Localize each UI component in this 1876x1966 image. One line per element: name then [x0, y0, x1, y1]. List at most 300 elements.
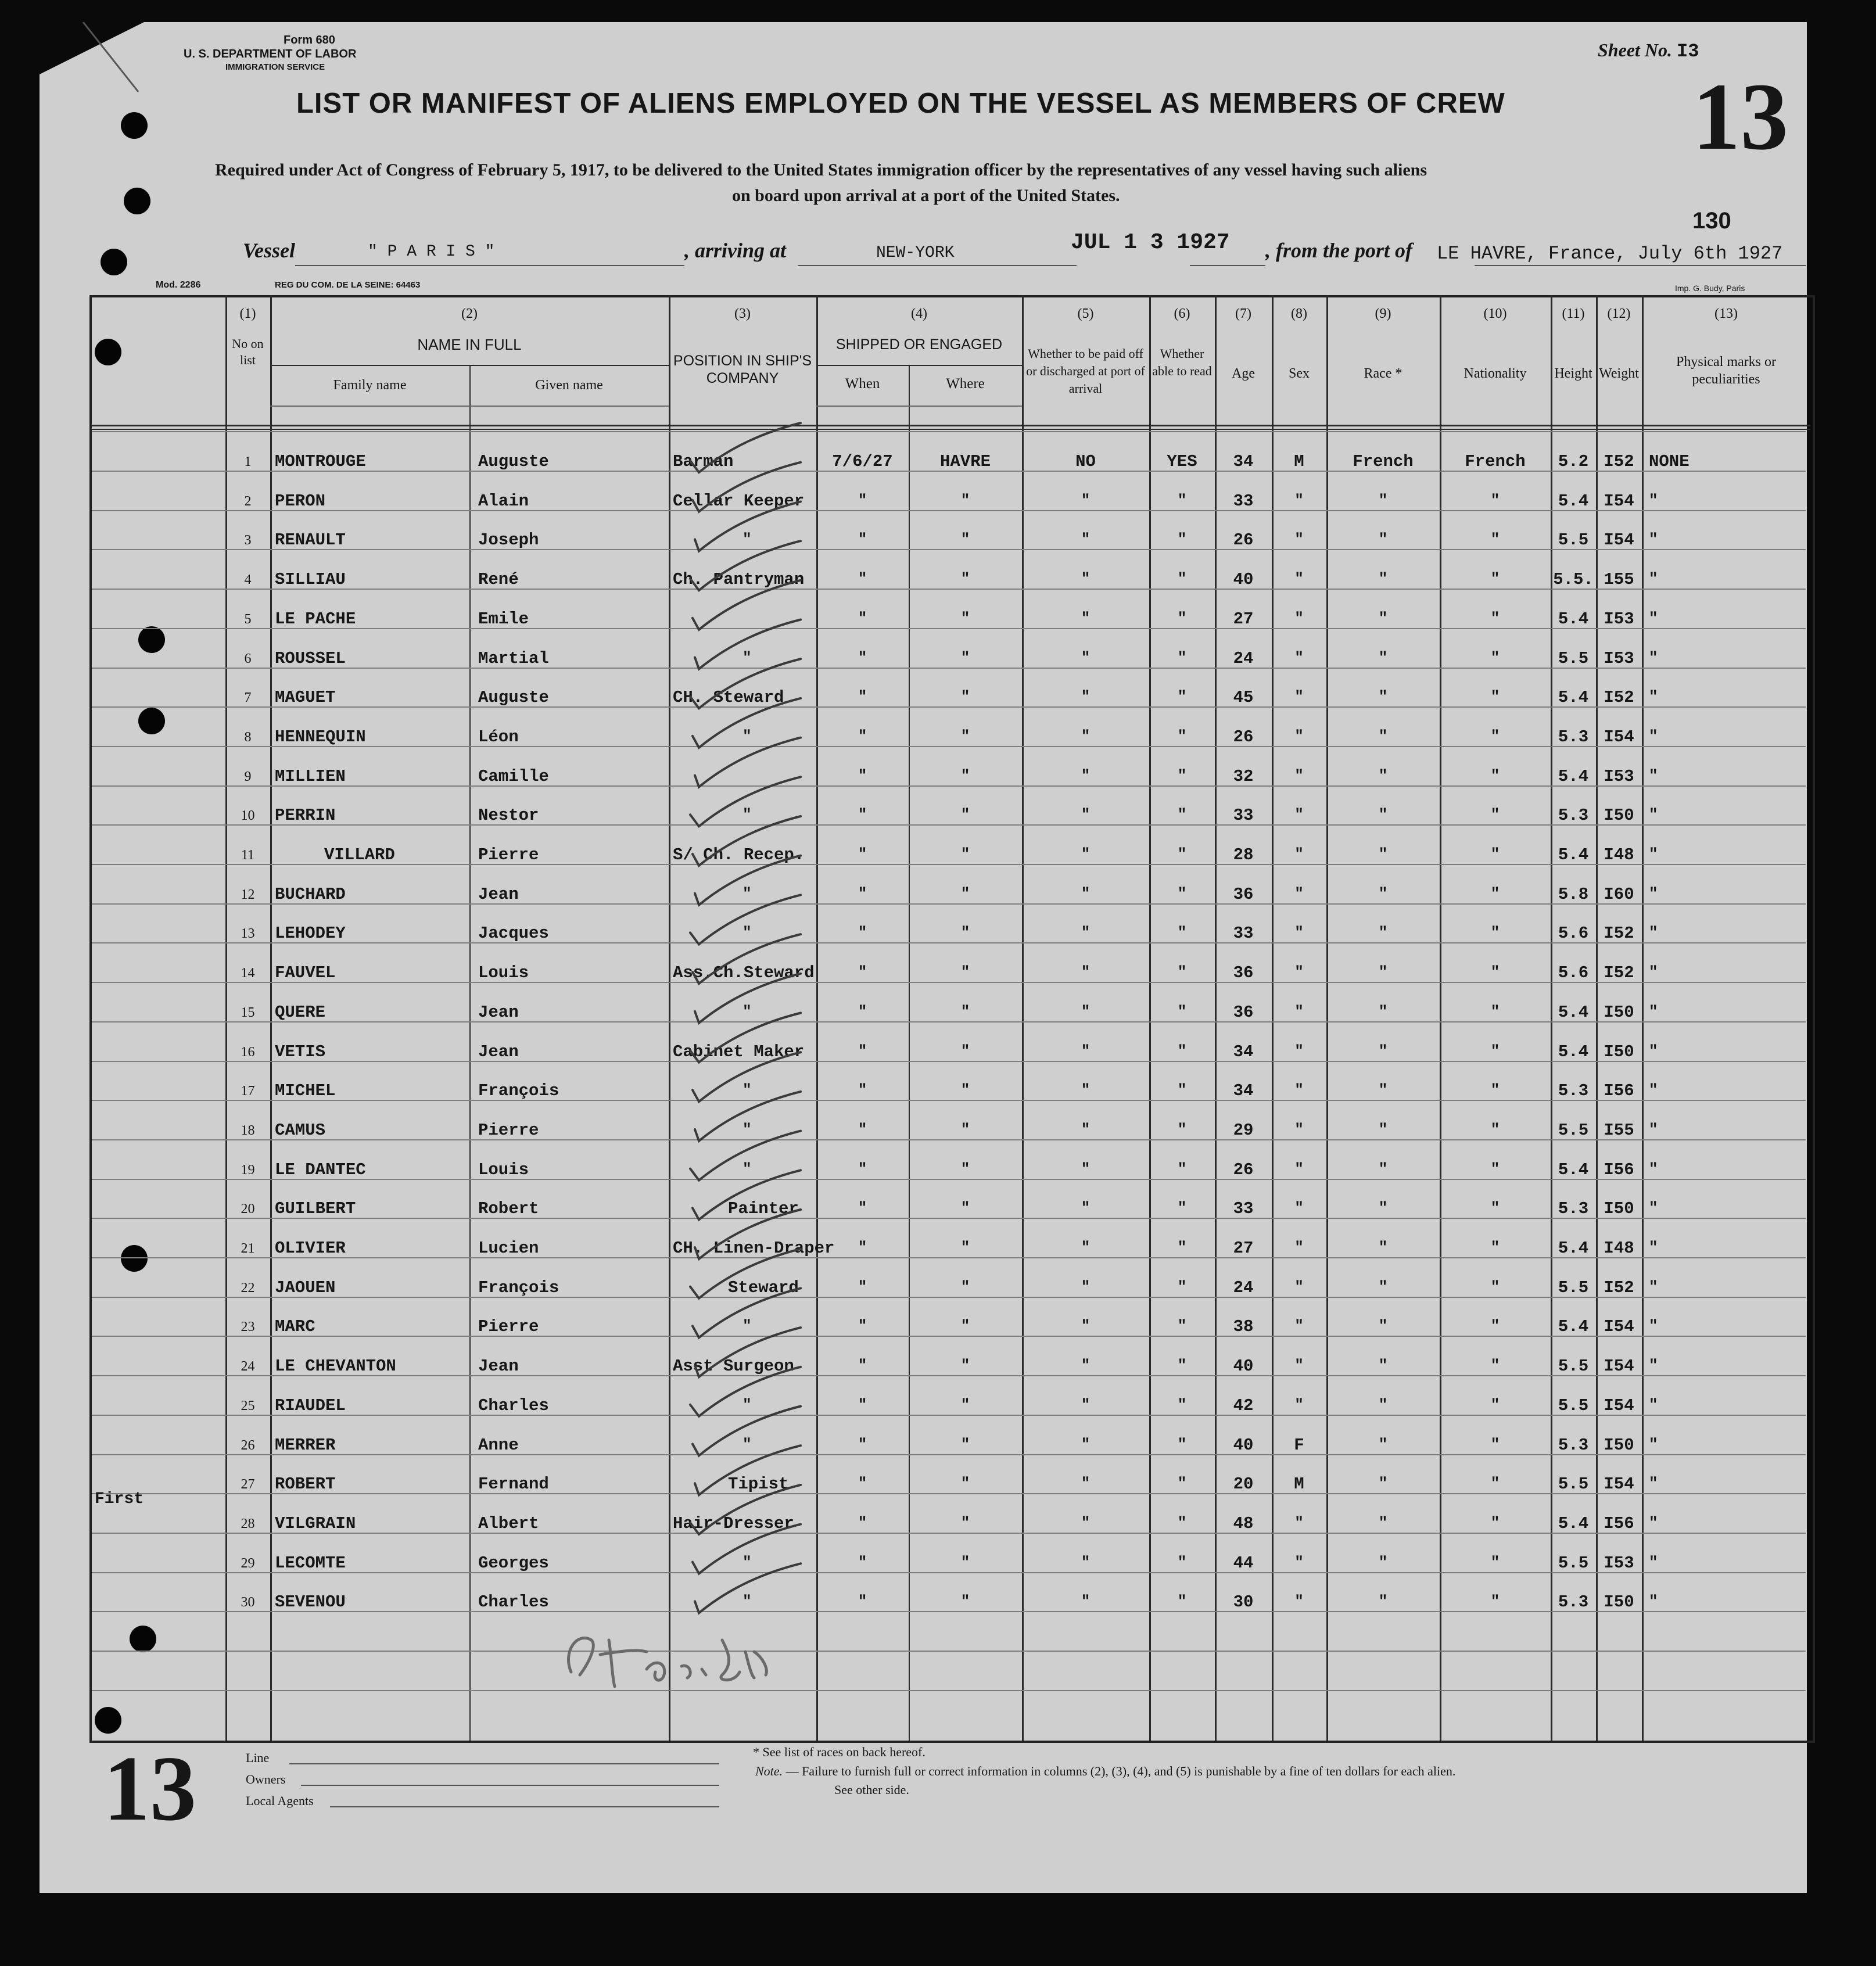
- cell-weight: I48: [1604, 1239, 1634, 1258]
- cell-when: ": [858, 1278, 867, 1296]
- cell-family: JAOUEN: [275, 1278, 336, 1297]
- cell-position: Steward: [728, 1278, 799, 1297]
- cell-sex: ": [1294, 1120, 1304, 1138]
- check-mark: [690, 1249, 801, 1298]
- cell-read: ": [1177, 1474, 1187, 1493]
- from-label: , from the port of: [1265, 239, 1413, 262]
- cell-height: 5.3: [1558, 806, 1589, 826]
- note-label: Note.: [755, 1764, 783, 1778]
- cell-nat: ": [1490, 491, 1500, 509]
- cell-sex: M: [1294, 452, 1304, 471]
- cell-given: Robert: [478, 1199, 539, 1219]
- cell-marks: ": [1649, 1513, 1658, 1531]
- cell-where: ": [960, 1278, 970, 1296]
- cell-no: 13: [241, 926, 255, 942]
- check-mark: [693, 816, 801, 866]
- cell-race: ": [1378, 1317, 1388, 1335]
- cell-weight: 155: [1604, 570, 1634, 590]
- cell-paid: ": [1081, 963, 1091, 981]
- cell-paid: ": [1081, 884, 1091, 902]
- cell-age: 27: [1233, 609, 1254, 629]
- cell-paid: ": [1081, 1002, 1091, 1020]
- big-sheet-number: 13: [1692, 63, 1788, 170]
- bottom-sheet-number: 13: [103, 1737, 196, 1840]
- col-head-sex: Sex: [1289, 366, 1310, 381]
- cell-height: 5.4: [1558, 688, 1589, 708]
- check-mark: [695, 1563, 801, 1613]
- check-mark: [690, 423, 801, 472]
- cell-position: ": [742, 1081, 752, 1099]
- registry: REG DU COM. DE LA SEINE: 64463: [275, 280, 421, 290]
- cell-sex: ": [1294, 1002, 1304, 1020]
- col-num-13: (13): [1714, 306, 1738, 321]
- cell-age: 24: [1233, 1278, 1254, 1297]
- cell-position: Asst Surgeon: [673, 1357, 794, 1376]
- cell-height: 5.4: [1558, 491, 1589, 511]
- cell-race: ": [1378, 1120, 1388, 1138]
- cell-height: 5.5.: [1553, 570, 1594, 590]
- cell-given: Léon: [478, 727, 519, 747]
- cell-when: ": [858, 1199, 867, 1217]
- cell-paid: ": [1081, 806, 1091, 824]
- cell-marks: ": [1649, 963, 1658, 981]
- cell-nat: ": [1490, 609, 1500, 627]
- col-head-nationality: Nationality: [1464, 366, 1527, 381]
- ruled-line: [92, 1651, 1806, 1652]
- cell-when: ": [858, 845, 867, 863]
- cell-weight: I52: [1604, 924, 1634, 943]
- cell-position: CH. Steward: [673, 688, 784, 708]
- cell-no: 30: [241, 1595, 255, 1610]
- cell-sex: ": [1294, 845, 1304, 863]
- cell-sex: ": [1294, 1042, 1304, 1060]
- cell-where: ": [960, 688, 970, 706]
- col-head-height: Height: [1554, 366, 1592, 381]
- cell-position: S/ Ch. Recep.: [673, 845, 805, 864]
- cell-race: ": [1378, 1239, 1388, 1256]
- sheet-label: Sheet No.: [1598, 40, 1672, 60]
- footer-see-other-side: See other side.: [834, 1782, 909, 1797]
- cell-read: ": [1177, 1120, 1187, 1138]
- cell-race: ": [1378, 1160, 1388, 1178]
- cell-when: ": [858, 727, 867, 745]
- cell-paid: ": [1081, 924, 1091, 942]
- cell-where: ": [960, 1474, 970, 1493]
- check-mark: [693, 1407, 801, 1456]
- check-mark: [690, 541, 801, 590]
- cell-given: Jean: [478, 1042, 519, 1061]
- cell-given: Pierre: [478, 845, 539, 864]
- cell-family: RENAULT: [275, 530, 346, 550]
- cell-position: ": [742, 884, 752, 902]
- cell-nat: ": [1490, 1042, 1500, 1060]
- cell-read: ": [1177, 1317, 1187, 1335]
- cell-weight: I52: [1604, 963, 1634, 983]
- cell-age: 44: [1233, 1553, 1254, 1573]
- col-num-11: (11): [1562, 306, 1585, 321]
- cell-nat: ": [1490, 1199, 1500, 1217]
- cell-family: ROUSSEL: [275, 648, 346, 668]
- cell-height: 5.5: [1558, 1357, 1589, 1376]
- cell-position: ": [742, 1160, 752, 1178]
- cell-age: 33: [1233, 924, 1254, 943]
- cell-no: 10: [241, 808, 255, 824]
- cell-marks: ": [1649, 766, 1658, 784]
- cell-weight: I54: [1604, 1474, 1634, 1494]
- mod-number: Mod. 2286: [156, 280, 201, 290]
- punch-hole: [121, 112, 148, 139]
- cell-height: 5.4: [1558, 766, 1589, 786]
- cell-where: ": [960, 1239, 970, 1256]
- cell-paid: ": [1081, 609, 1091, 627]
- cell-no: 12: [241, 887, 255, 902]
- cell-read: ": [1177, 766, 1187, 784]
- cell-given: Albert: [478, 1513, 539, 1533]
- col-head-no: No on list: [232, 336, 264, 367]
- cell-where: ": [960, 570, 970, 588]
- cell-age: 33: [1233, 806, 1254, 826]
- cell-marks: ": [1649, 1357, 1658, 1375]
- cell-no: 26: [241, 1437, 255, 1453]
- cell-race: ": [1378, 1081, 1388, 1099]
- cell-when: ": [858, 806, 867, 824]
- cell-family: FAUVEL: [275, 963, 336, 983]
- cell-nat: ": [1490, 1278, 1500, 1296]
- cell-sex: ": [1294, 884, 1304, 902]
- footer-races-note: * See list of races on back hereof.: [753, 1745, 926, 1759]
- cell-read: ": [1177, 727, 1187, 745]
- cell-sex: ": [1294, 1395, 1304, 1413]
- department: U. S. DEPARTMENT OF LABOR: [184, 48, 357, 60]
- cell-paid: ": [1081, 727, 1091, 745]
- cell-given: Pierre: [478, 1317, 539, 1337]
- col-head-paid-off: Whether to be paid off or discharged at port of arrival: [1026, 346, 1145, 396]
- cell-given: Jean: [478, 884, 519, 904]
- cell-no: 15: [241, 1004, 255, 1020]
- cell-position: Ch. Pantryman: [673, 570, 805, 590]
- cell-nat: ": [1490, 1513, 1500, 1531]
- cell-weight: I48: [1604, 845, 1634, 864]
- cell-marks: ": [1649, 1592, 1658, 1610]
- cell-paid: ": [1081, 766, 1091, 784]
- check-mark: [693, 1052, 801, 1102]
- cell-age: 33: [1233, 1199, 1254, 1219]
- cell-age: 30: [1233, 1592, 1254, 1612]
- cell-weight: I60: [1604, 884, 1634, 904]
- cell-nat: ": [1490, 963, 1500, 981]
- cell-marks: ": [1649, 609, 1658, 627]
- cell-no: 27: [241, 1477, 255, 1493]
- cell-when: ": [858, 1042, 867, 1060]
- col-num-3: (3): [734, 306, 751, 321]
- cell-given: Fernand: [478, 1474, 549, 1494]
- cell-read: ": [1177, 1435, 1187, 1453]
- cell-sex: ": [1294, 1513, 1304, 1531]
- cell-height: 5.3: [1558, 1435, 1589, 1455]
- cell-no: 6: [244, 651, 252, 666]
- cell-given: François: [478, 1081, 559, 1101]
- ruled-line: [92, 431, 1806, 432]
- cell-sex: ": [1294, 1592, 1304, 1610]
- code-number: 130: [1692, 208, 1731, 234]
- cell-family: VETIS: [275, 1042, 326, 1061]
- check-mark: [693, 580, 801, 630]
- cell-when: ": [858, 1120, 867, 1138]
- cell-height: 5.5: [1558, 1120, 1589, 1140]
- cell-marks: ": [1649, 1317, 1658, 1335]
- check-mark: [693, 698, 801, 748]
- cell-height: 5.4: [1558, 845, 1589, 864]
- cell-given: Louis: [478, 963, 529, 983]
- cell-family: VILGRAIN: [275, 1513, 356, 1533]
- cell-when: ": [858, 884, 867, 902]
- cell-age: 48: [1233, 1513, 1254, 1533]
- col-head-read: Whether able to read: [1152, 346, 1212, 378]
- col-num-10: (10): [1483, 306, 1507, 321]
- cell-marks: ": [1649, 1042, 1658, 1060]
- cell-sex: ": [1294, 530, 1304, 548]
- cell-weight: I54: [1604, 1317, 1634, 1337]
- cell-weight: I54: [1604, 491, 1634, 511]
- cell-marks: ": [1649, 491, 1658, 509]
- check-mark: [695, 1328, 801, 1377]
- cell-paid: ": [1081, 1317, 1091, 1335]
- cell-where: ": [960, 727, 970, 745]
- cell-nat: ": [1490, 688, 1500, 706]
- cell-when: ": [858, 688, 867, 706]
- cell-marks: ": [1649, 1278, 1658, 1296]
- cell-position: ": [742, 727, 752, 745]
- cell-family: BUCHARD: [275, 884, 346, 904]
- from-port: LE HAVRE, France, July 6th 1927: [1437, 243, 1783, 264]
- col-head-family: Family name: [333, 378, 407, 393]
- cell-age: 36: [1233, 884, 1254, 904]
- cell-marks: ": [1649, 1160, 1658, 1178]
- cell-no: 5: [244, 611, 252, 627]
- check-mark: [695, 620, 801, 669]
- cell-age: 29: [1233, 1120, 1254, 1140]
- cell-race: ": [1378, 530, 1388, 548]
- col-num-6: (6): [1174, 306, 1190, 321]
- cell-marks: ": [1649, 1395, 1658, 1413]
- cell-paid: ": [1081, 1357, 1091, 1375]
- cell-when: ": [858, 1513, 867, 1531]
- cell-read: ": [1177, 884, 1187, 902]
- cell-read: YES: [1167, 452, 1197, 471]
- cell-race: ": [1378, 924, 1388, 942]
- cell-race: ": [1378, 609, 1388, 627]
- cell-where: ": [960, 884, 970, 902]
- cell-marks: ": [1649, 727, 1658, 745]
- cell-sex: ": [1294, 766, 1304, 784]
- cell-marks: NONE: [1649, 452, 1690, 471]
- cell-nat: ": [1490, 884, 1500, 902]
- cell-height: 5.4: [1558, 1239, 1589, 1258]
- cell-where: ": [960, 806, 970, 824]
- cell-given: Joseph: [478, 530, 539, 550]
- cell-marks: ": [1649, 806, 1658, 824]
- cell-where: ": [960, 530, 970, 548]
- cell-given: Louis: [478, 1160, 529, 1179]
- cell-height: 5.4: [1558, 1042, 1589, 1061]
- cell-no: 9: [244, 769, 252, 784]
- cell-where: ": [960, 1042, 970, 1060]
- cell-marks: ": [1649, 845, 1658, 863]
- cell-nat: ": [1490, 924, 1500, 942]
- cell-position: Barman: [673, 452, 734, 471]
- cell-no: 24: [241, 1359, 255, 1375]
- cell-height: 5.6: [1558, 924, 1589, 943]
- cell-race: French: [1353, 452, 1414, 471]
- cell-sex: M: [1294, 1474, 1304, 1494]
- cell-race: ": [1378, 688, 1388, 706]
- cell-age: 26: [1233, 1160, 1254, 1179]
- sheet-number-label: [1598, 40, 1699, 62]
- cell-age: 36: [1233, 963, 1254, 983]
- cell-family: LE PACHE: [275, 609, 356, 629]
- cell-where: ": [960, 1199, 970, 1217]
- cell-age: 20: [1233, 1474, 1254, 1494]
- cell-family: MERRER: [275, 1435, 336, 1455]
- cell-when: ": [858, 570, 867, 588]
- cell-family: HENNEQUIN: [275, 727, 366, 747]
- col-head-where: Where: [946, 376, 985, 392]
- col-head-marks: Physical marks or peculiarities: [1676, 354, 1776, 387]
- folded-corner: [40, 22, 144, 103]
- cell-read: ": [1177, 1553, 1187, 1571]
- cell-where: ": [960, 648, 970, 666]
- cell-position: Tipist: [728, 1474, 789, 1494]
- cell-family: LE CHEVANTON: [275, 1357, 396, 1376]
- cell-race: ": [1378, 884, 1388, 902]
- cell-given: Jean: [478, 1002, 519, 1022]
- punch-hole: [101, 249, 127, 275]
- cell-sex: ": [1294, 491, 1304, 509]
- cell-nat: ": [1490, 766, 1500, 784]
- cell-nat: ": [1490, 1081, 1500, 1099]
- cell-nat: ": [1490, 1160, 1500, 1178]
- cell-race: ": [1378, 648, 1388, 666]
- cell-height: 5.8: [1558, 884, 1589, 904]
- cell-read: ": [1177, 1042, 1187, 1060]
- cell-age: 26: [1233, 727, 1254, 747]
- cell-where: ": [960, 491, 970, 509]
- cell-no: 7: [244, 690, 252, 706]
- col-head-given: Given name: [535, 378, 603, 393]
- cell-height: 5.5: [1558, 1553, 1589, 1573]
- cell-position: ": [742, 1395, 752, 1413]
- cell-when: ": [858, 609, 867, 627]
- cell-sex: ": [1294, 806, 1304, 824]
- cell-where: ": [960, 1553, 970, 1571]
- col-num-7: (7): [1235, 306, 1251, 321]
- col-num-5: (5): [1077, 306, 1094, 321]
- cell-sex: ": [1294, 570, 1304, 588]
- cell-family: SEVENOU: [275, 1592, 346, 1612]
- cell-given: Camille: [478, 766, 549, 786]
- col-head-position: POSITION IN SHIP'S COMPANY: [673, 353, 812, 386]
- cell-when: ": [858, 1160, 867, 1178]
- cell-read: ": [1177, 648, 1187, 666]
- cell-no: 28: [241, 1516, 255, 1531]
- cell-read: ": [1177, 1239, 1187, 1256]
- cell-when: ": [858, 1357, 867, 1375]
- check-mark: [690, 1367, 801, 1416]
- cell-read: ": [1177, 1160, 1187, 1178]
- cell-given: Emile: [478, 609, 529, 629]
- cell-where: ": [960, 963, 970, 981]
- cell-read: ": [1177, 963, 1187, 981]
- form-number: Form 680: [284, 34, 335, 46]
- cell-when: ": [858, 766, 867, 784]
- check-mark: [693, 1170, 801, 1219]
- cell-paid: ": [1081, 845, 1091, 863]
- cell-height: 5.3: [1558, 1081, 1589, 1101]
- cell-where: ": [960, 766, 970, 784]
- cell-position: Cellar Keeper: [673, 491, 805, 511]
- footer-owners-label: Owners: [246, 1772, 286, 1786]
- cell-when: ": [858, 1553, 867, 1571]
- service: IMMIGRATION SERVICE: [225, 62, 325, 72]
- cell-weight: I53: [1604, 1553, 1634, 1573]
- cell-position: ": [742, 530, 752, 548]
- cell-position: ": [742, 1120, 752, 1138]
- cell-read: ": [1177, 1513, 1187, 1531]
- cell-no: 18: [241, 1122, 255, 1138]
- cell-family: LEHODEY: [275, 924, 346, 943]
- cell-race: ": [1378, 1357, 1388, 1375]
- cell-sex: ": [1294, 648, 1304, 666]
- check-mark: [695, 974, 801, 1023]
- cell-marks: ": [1649, 1553, 1658, 1571]
- cell-race: ": [1378, 766, 1388, 784]
- cell-paid: ": [1081, 1553, 1091, 1571]
- cell-where: ": [960, 924, 970, 942]
- cell-age: 26: [1233, 530, 1254, 550]
- cell-family: VILLARD: [324, 845, 395, 864]
- cell-no: 3: [244, 533, 252, 548]
- cell-age: 40: [1233, 1435, 1254, 1455]
- cell-when: ": [858, 963, 867, 981]
- cell-where: ": [960, 845, 970, 863]
- cell-weight: I50: [1604, 1002, 1634, 1022]
- check-mark: [690, 659, 801, 708]
- cell-sex: ": [1294, 688, 1304, 706]
- cell-nat: ": [1490, 845, 1500, 863]
- cell-marks: ": [1649, 530, 1658, 548]
- cell-position: Painter: [728, 1199, 799, 1219]
- cell-no: 2: [244, 493, 252, 509]
- cell-height: 5.6: [1558, 963, 1589, 983]
- cell-height: 5.4: [1558, 1002, 1589, 1022]
- cell-sex: ": [1294, 1317, 1304, 1335]
- cell-family: LE DANTEC: [275, 1160, 366, 1179]
- cell-weight: I53: [1604, 609, 1634, 629]
- cell-age: 28: [1233, 845, 1254, 864]
- cell-race: ": [1378, 1513, 1388, 1531]
- cell-given: Nestor: [478, 806, 539, 826]
- cell-race: ": [1378, 1395, 1388, 1413]
- cell-weight: I50: [1604, 1199, 1634, 1219]
- cell-height: 5.5: [1558, 1395, 1589, 1415]
- col-head-age: Age: [1232, 366, 1255, 381]
- cell-marks: ": [1649, 1081, 1658, 1099]
- cell-sex: F: [1294, 1435, 1304, 1455]
- check-mark: [695, 1092, 801, 1141]
- check-mark: [695, 1210, 801, 1259]
- cell-family: MONTROUGE: [275, 452, 366, 471]
- cell-family: RIAUDEL: [275, 1395, 346, 1415]
